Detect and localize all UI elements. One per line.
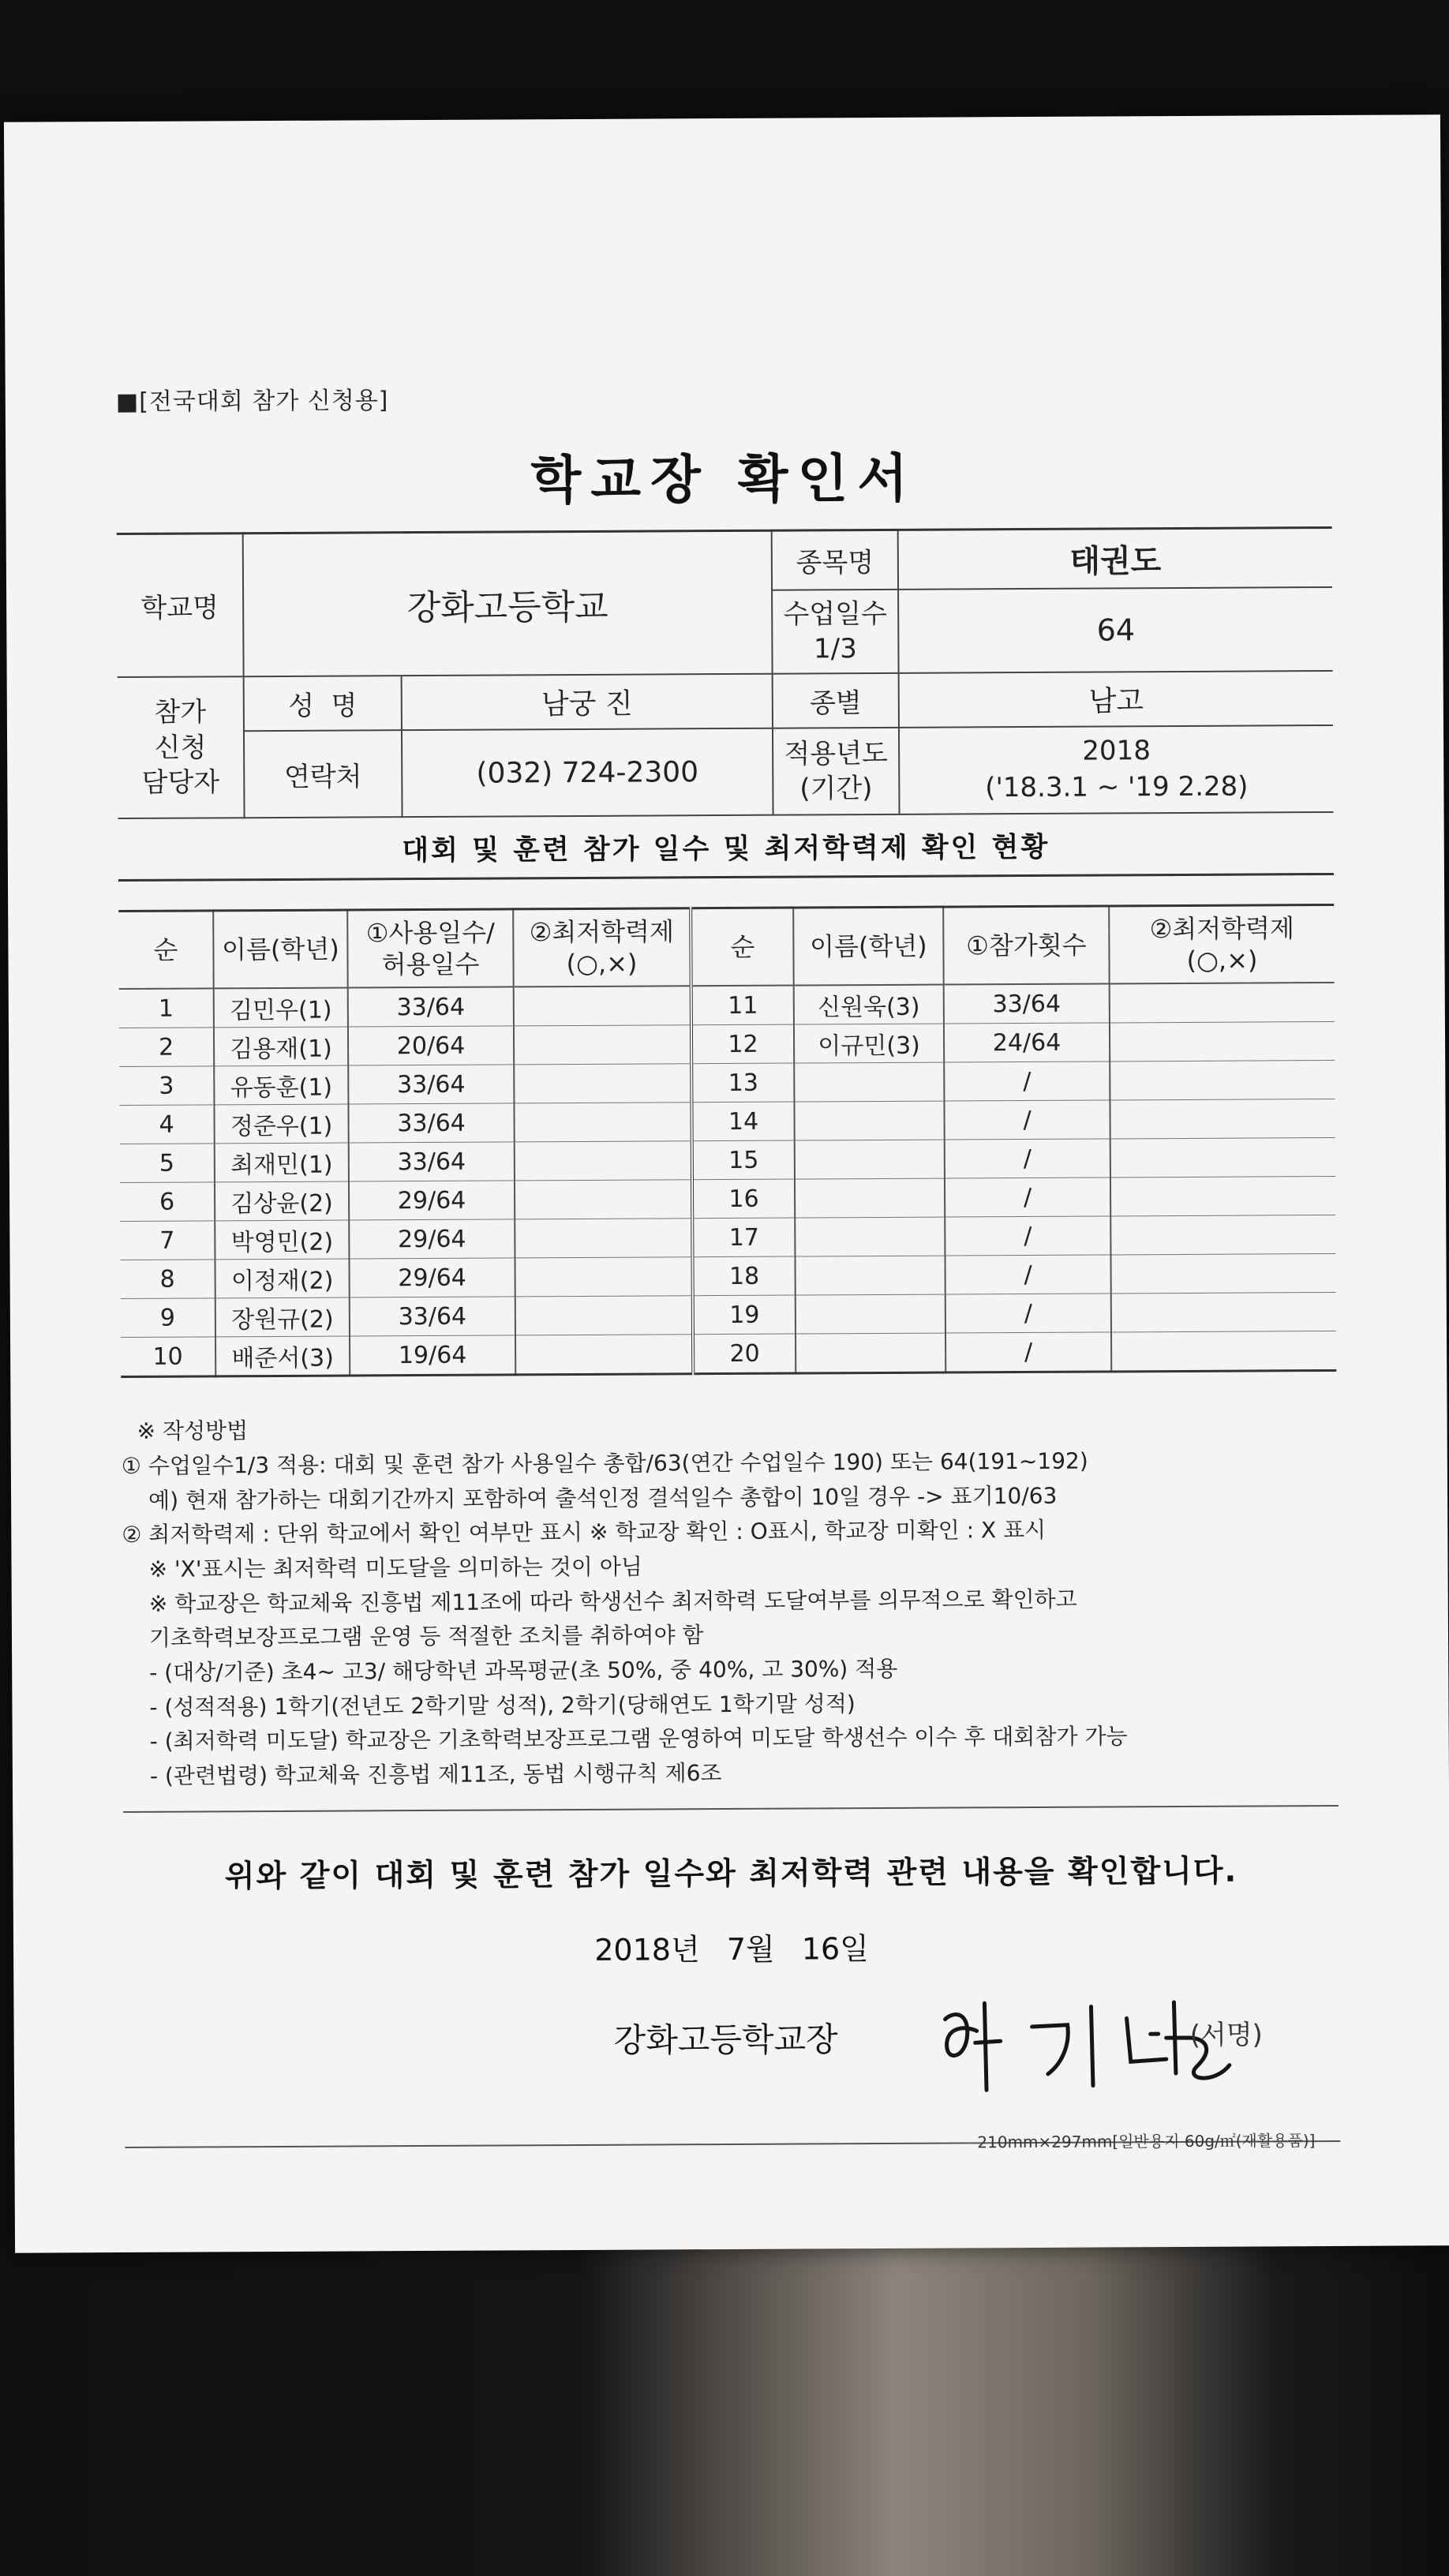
row-academic-mark-right [1111,1331,1336,1372]
phone-value: (032) 724-2300 [402,728,773,817]
table-row [119,1022,1335,1067]
row-name: 김용재(1) [214,1027,348,1066]
row-count-right: / [945,1332,1111,1372]
confirmation-date: 2018년 7월 16일 [594,1930,869,1968]
table-row [120,1177,1335,1222]
row-no: 4 [119,1105,214,1144]
instruction-line: ① 수업일수1/3 적용: 대회 및 훈련 참가 사용일수 총합/63(연간 수업일수 190) 또는 64(191~192) [121,1447,1088,1479]
row-no-right: 20 [693,1334,796,1374]
row-count-right: / [945,1139,1110,1178]
row-no: 1 [119,989,214,1028]
row-days: 29/64 [349,1181,515,1220]
row-name: 김민우(1) [214,988,348,1028]
page-title: 학교장 확인서 [530,447,918,511]
row-name: 이정재(2) [215,1259,349,1298]
table-row [120,1138,1335,1183]
row-name-right [796,1294,945,1334]
row-count-right: / [944,1061,1110,1101]
division-label: 종별 [773,673,899,728]
row-no-right: 18 [692,1256,795,1296]
principal-signature-block [124,1994,1340,2095]
row-count-right: / [945,1178,1110,1217]
table-row [119,1099,1335,1144]
row-no: 10 [121,1337,215,1377]
table-row [119,1061,1335,1106]
row-name-right: 신원욱(3) [794,985,944,1024]
instruction-line: ※ 학교장은 학교체육 진흥법 제11조에 따라 학생선수 최저학력 도달여부를 의무적으로 확인하고 [148,1586,1077,1617]
row-name-right: 이규민(3) [794,1024,944,1063]
row-academic-mark [515,1335,693,1375]
name-value: 남궁 진 [402,674,773,730]
instruction-line: 기초학력보장프로그램 운영 등 적절한 조치를 취하여야 함 [148,1622,704,1652]
table-row [120,1215,1335,1260]
row-name-right [795,1217,945,1256]
year-label-line1: 적용년도 [784,738,888,770]
header-days: ①사용일수/ 허용일수 [347,909,514,988]
row-name: 김상윤(2) [215,1181,349,1221]
row-no: 7 [120,1221,215,1260]
roster-section-title: 대회 및 훈련 참가 일수 및 최저학력제 확인 현황 [118,813,1334,882]
event-label: 종목명 [772,530,898,590]
row-days: 33/64 [349,1142,515,1181]
row-academic-mark [514,986,691,1026]
row-academic-mark [514,1103,691,1142]
row-days: 33/64 [348,987,514,1028]
roster-table [118,904,1336,1378]
row-no-right: 12 [691,1024,794,1064]
row-days: 19/64 [350,1335,515,1376]
form-tag: ■[전국대회 참가 신청용] [115,387,389,417]
table-row [120,1254,1335,1299]
row-no: 3 [119,1066,214,1106]
row-name-right [794,1062,944,1102]
header-no: 순 [118,911,214,989]
header-academic-right: ②최저학력제 (○,×) [1109,905,1335,984]
row-count-right: / [945,1294,1111,1333]
row-name-right [795,1256,945,1295]
row-no: 6 [120,1182,215,1222]
days-label-line2: 1/3 [813,633,857,665]
row-academic-mark [514,1064,691,1103]
row-academic-mark-right [1110,1061,1335,1100]
row-no-right: 13 [691,1063,794,1103]
row-no-right: 17 [692,1218,795,1257]
division-value: 남고 [899,671,1333,728]
contact-label-line3: 담당자 [141,766,220,799]
contact-label-line1: 참가 [154,696,207,729]
row-name: 배준서(3) [215,1336,350,1376]
signature-seal-label: (서명) [1189,2019,1263,2051]
phone-label: 연락처 [244,731,402,818]
row-academic-mark [515,1180,692,1219]
row-academic-mark-right [1110,1215,1335,1255]
row-name: 유동훈(1) [214,1065,348,1105]
row-name: 최재민(1) [215,1143,349,1182]
table-row [121,1331,1336,1377]
row-name-right [796,1333,945,1373]
divider [123,1805,1339,1813]
instruction-line: - (성적적용) 1학기(전년도 2학기말 성적), 2학기(당해연도 1학기말 성적) [149,1690,856,1720]
instruction-line: 예) 현재 참가하는 대회기간까지 포함하여 출석인정 결석일수 총합이 10일 경우 -> 표기10/63 [148,1482,1058,1514]
school-label: 학교명 [117,534,244,678]
row-academic-mark [514,1025,691,1065]
table-row [121,1293,1336,1338]
row-no: 9 [121,1298,215,1338]
year-label-line2: (기간) [799,773,873,805]
row-days: 29/64 [349,1219,515,1259]
row-no-right: 19 [693,1295,796,1335]
header-academic: ②최저학력제 (○,×) [513,908,691,987]
instruction-line: - (최저학력 미도달) 학교장은 기초학력보장프로그램 운영하여 미도달 학생선수 이수 후 대회참가 가능 [149,1723,1128,1755]
instruction-line: ※ 'X'표시는 최저학력 미도달을 의미하는 것이 아님 [148,1553,642,1582]
row-days: 33/64 [348,1065,514,1104]
year-value-line2: ('18.3.1 ~ '19 2.28) [985,770,1249,804]
table-row [119,983,1335,1028]
row-academic-mark-right [1110,1254,1335,1294]
year-value [899,725,1334,814]
roster-body [119,983,1337,1377]
days-label-line1: 수업일수 [783,597,888,631]
contact-label-line2: 신청 [154,732,207,764]
school-name: 강화고등학교 [243,530,773,676]
row-academic-mark [515,1141,692,1181]
row-name-right [795,1140,945,1179]
row-no: 5 [120,1144,215,1183]
row-no-right: 16 [692,1179,795,1219]
header-name: 이름(학년) [213,910,348,988]
row-academic-mark [515,1219,692,1258]
row-name: 정준우(1) [214,1104,348,1144]
row-name-right [794,1101,944,1140]
year-label [773,728,900,815]
floor-background [0,2233,1449,2576]
instruction-line: - (관련법령) 학교체육 진흥법 제11조, 동법 시행규칙 제6조 [149,1759,722,1789]
days-value: 64 [898,587,1333,673]
header-no-right: 순 [691,908,794,986]
row-days: 29/64 [349,1258,515,1297]
instruction-line: - (대상/기준) 초4~ 고3/ 해당학년 과목평균(초 50%, 중 40%, 고 30%) 적용 [149,1655,898,1686]
row-academic-mark-right [1110,1022,1335,1061]
row-academic-mark-right [1111,1293,1336,1332]
row-count-right: / [945,1216,1110,1256]
row-no-right: 15 [692,1140,795,1180]
row-no-right: 14 [691,1102,794,1141]
row-no: 8 [120,1260,215,1299]
days-label [772,590,899,674]
instructions-heading: ※ 작성방법 [137,1417,249,1445]
row-academic-mark-right [1110,1099,1335,1139]
row-count-right: 24/64 [944,1023,1110,1062]
row-name-right [795,1178,945,1218]
row-no: 2 [119,1028,214,1067]
row-academic-mark-right [1110,1138,1335,1178]
name-label: 성 명 [244,676,402,732]
row-academic-mark-right [1110,983,1335,1023]
principal-title: 강화고등학교장 [613,2019,838,2060]
header-name-right: 이름(학년) [793,907,944,985]
row-count-right: / [945,1255,1110,1294]
row-academic-mark-right [1110,1177,1335,1216]
header-count-right: ①참가횟수 [943,906,1110,985]
row-count-right: / [944,1100,1110,1140]
row-days: 20/64 [348,1026,514,1065]
row-name: 장원규(2) [215,1297,350,1337]
row-days: 33/64 [348,1103,514,1143]
row-count-right: 33/64 [944,984,1110,1024]
paper-spec: 210mm×297mm[일반용지 60g/㎡(재활용품)] [977,2131,1316,2152]
event-value: 태권도 [898,527,1332,589]
instruction-line: ② 최저학력제 : 단위 학교에서 확인 여부만 표시 ※ 학교장 확인 : O표시, 학교장 미확인 : X 표시 [122,1517,1046,1548]
school-info-table [117,526,1334,819]
year-value-line1: 2018 [1082,735,1151,768]
row-no-right: 11 [691,986,794,1025]
row-days: 33/64 [350,1297,515,1336]
row-name: 박영민(2) [215,1220,349,1260]
row-academic-mark [515,1296,693,1335]
contact-label [118,677,245,819]
confirmation-statement: 위와 같이 대회 및 훈련 참가 일수와 최저학력 관련 내용을 확인합니다. [224,1853,1238,1894]
row-academic-mark [515,1257,692,1297]
document-sheet [4,114,1449,2252]
instructions [122,1408,1339,1793]
document-body [115,376,1340,2152]
